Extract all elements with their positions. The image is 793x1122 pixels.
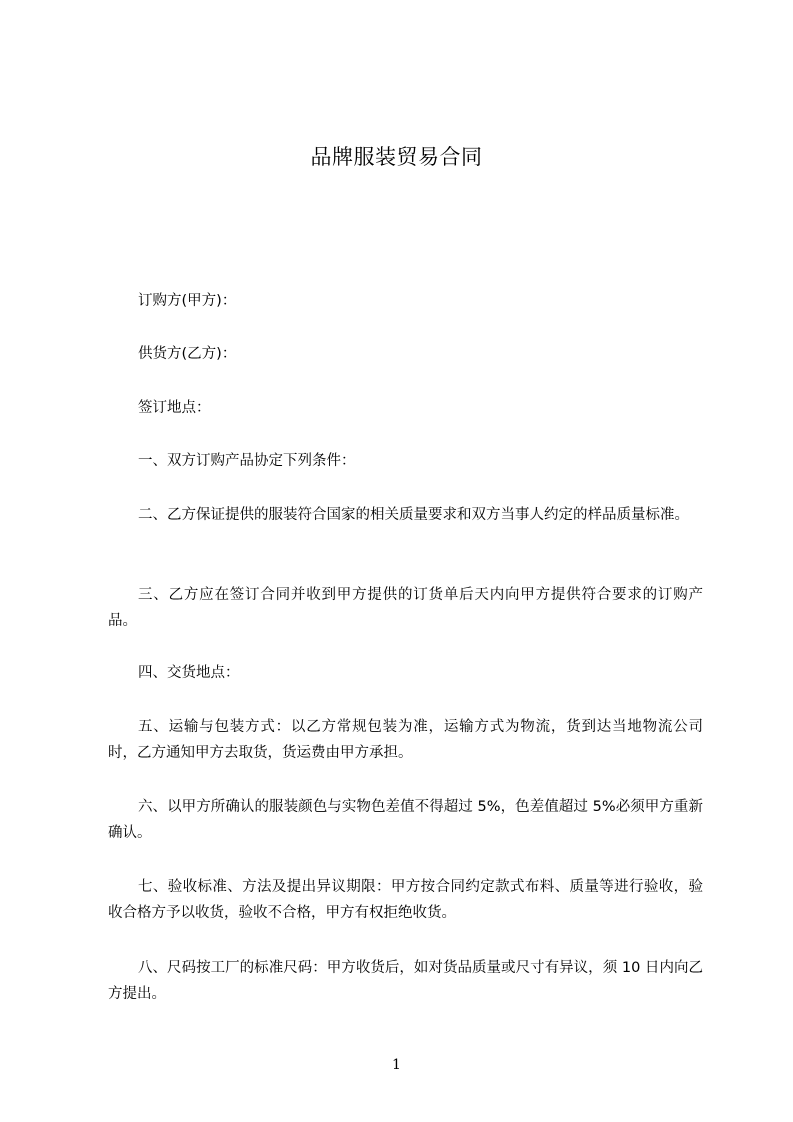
clause-7: 七、验收标准、方法及提出异议期限：甲方按合同约定款式布料、质量等进行验收，验收合格方予以收货，验收不合格，甲方有权拒绝收货。 bbox=[108, 879, 703, 921]
party-b-line: 供货方(乙方)： bbox=[138, 346, 237, 362]
clause-1: 一、双方订购产品协定下列条件： bbox=[138, 453, 356, 469]
signing-place-line: 签订地点： bbox=[138, 400, 211, 416]
clause-2: 二、乙方保证提供的服装符合国家的相关质量要求和双方当事人约定的样品质量标准。 bbox=[138, 507, 689, 523]
party-a-line: 订购方(甲方)： bbox=[138, 293, 237, 309]
clause-6: 六、以甲方所确认的服装颜色与实物色差值不得超过 5%，色差值超过 5%必须甲方重新确认。 bbox=[108, 799, 703, 841]
clause-4: 四、交货地点： bbox=[138, 665, 240, 681]
document-title: 品牌服装贸易合同 bbox=[310, 145, 483, 169]
clause-5: 五、运输与包装方式：以乙方常规包装为准，运输方式为物流，货到达当地物流公司时，乙方通知甲方去取货，货运费由甲方承担。 bbox=[108, 719, 703, 761]
page-number: 1 bbox=[392, 1057, 401, 1073]
clause-8: 八、尺码按工厂的标准尺码：甲方收货后，如对货品质量或尺寸有异议，须 10 日内向乙方提出。 bbox=[108, 960, 703, 1002]
clause-3: 三、乙方应在签订合同并收到甲方提供的订货单后天内向甲方提供符合要求的订购产品。 bbox=[108, 587, 703, 629]
